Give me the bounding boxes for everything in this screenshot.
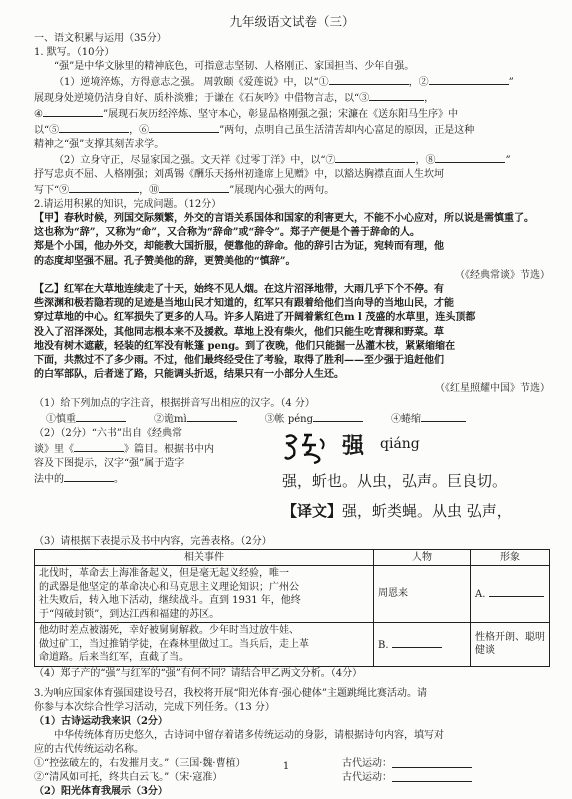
q1-part1-line4: 以“⑤ ，⑥ ”两句，点明自己虽生活清苦却内心富足的原因，正是这种 — [34, 122, 550, 138]
table-row — [35, 623, 550, 667]
q2-sub4: （4）郑子产的“强”与红军的“强”有何不同？请结合甲乙两文分析。（4分） — [34, 667, 363, 679]
q1-part1-line3: ④ ”展现石灰历经淬炼、坚守本心，彰显品格刚强之强；宋濂在《送东阳马生序》中 — [34, 106, 550, 122]
answer-blank-chapter[interactable] — [74, 441, 124, 452]
passage-jia-line: 郑是个小国，他办外交，却能教大国折服，便靠他的辞命。他的辞引古为证，宛转而有理，他 — [34, 241, 444, 253]
passage-jia-source: （《经典常谈》节选） — [455, 269, 550, 281]
question-3-heading-cont: 你参与本次综合性学习活动，完成下列任务。（13 分） — [34, 701, 275, 713]
answer-blank-char-4[interactable] — [421, 411, 466, 422]
answer-blank-A[interactable] — [489, 586, 544, 597]
q1-part1-line1: （1）逆境淬炼，方得意志之强。 周敦颐《爱莲说》中，以“① ，② ” — [34, 74, 550, 90]
q2-sub1-items — [34, 411, 550, 427]
passage-jia-line: 【甲】春秋时候，列国交际频繁，外交的言语关系国体和国家的利害更大，不能不小心应对，所以说是需慎重了。 — [34, 213, 534, 224]
q3-sub1-body: 应的古代传统运动名称。 — [34, 743, 144, 755]
table-cell-image: A. — [471, 566, 550, 623]
event-table — [34, 549, 550, 667]
question-3-heading: 3.为响应国家体育强国建设号召，我校将开展“阳光体育·强心健体”主题跳绳比赛活动。请 — [34, 687, 427, 699]
char-item: ②诡mì — [154, 411, 237, 427]
q3-sub1: （1）古诗运动我来识（2分） — [34, 715, 168, 727]
passage-yi-line: 些深渊和极若隐若现的足迹是当地山民才知道的，红军只有跟着给他们当向导的当地山民，才能 — [34, 298, 454, 310]
answer-blank-char-2[interactable] — [187, 411, 237, 422]
q1-part1-line2: 展现身处逆境仍洁身自好、质朴淡雅；于谦在《石灰吟》中借物言志，以“③ ， — [34, 90, 550, 106]
passage-jia-line: 的态度却坚强不屈。孔子赞美他的辞，更赞美他的“慎辞”。 — [34, 255, 296, 267]
char-item: ①慎重 — [46, 411, 126, 427]
passage-yi-line: 【乙】红军在大草地连续走了十天，始终不见人烟。在这片沼泽地带，大雨几乎下个不停。有 — [34, 284, 444, 296]
char-item: ④蜷缩 — [391, 411, 466, 427]
passage-yi-line: 穿过草地的中心。红军损失了更多的人马。许多人陷进了开阔着紫红色m l 茂盛的水草里，连头顶都 — [34, 312, 476, 324]
table-cell-event: 他幼时差点被溺死，幸好被舅舅解救。少年时当过放牛娃、 做过矿工，当过推销学徒，在森林里做过工。当兵后，走上革 命道路。后来当红军，直截了当。 — [35, 623, 374, 667]
liushu-block — [34, 427, 550, 535]
answer-blank-B[interactable] — [392, 637, 442, 648]
question-2-heading: 2.请运用积累的知识，完成问题。（12分） — [34, 199, 222, 210]
dictionary-pinyin: qiáng — [380, 435, 420, 452]
q1-part2-line2: 抒写忠贞不屈、人格刚强；刘禹锡《酬乐天扬州初逢席上见赠》中，以豁达胸襟直面人生坎坷 — [34, 169, 444, 180]
table-header: 相关事件 — [35, 549, 374, 566]
seal-script-character — [282, 431, 330, 465]
passage-yi-source: （《红星照耀中国》节选） — [435, 383, 550, 395]
answer-blank-10[interactable] — [159, 182, 229, 193]
char-item: ③帐 péng — [265, 411, 363, 427]
q2-sub1: （1）给下列加点的字注音，根据拼音写出相应的汉字。（4 分） — [34, 397, 315, 409]
dictionary-character: 强 — [342, 432, 365, 459]
q2-sub3: （3）请根据下表提示及书中内容，完善表格。（2分） — [34, 535, 272, 547]
question-1-heading: 1. 默写。（10分） — [34, 47, 115, 58]
q1-part2-line1: （2）立身守正，尽显家国之强。文天祥《过零丁洋》中，以“⑦ ，⑧ ” — [34, 152, 550, 168]
answer-blank-char-1[interactable] — [76, 411, 126, 422]
table-header: 形象 — [471, 549, 550, 566]
table-cell-person: B. — [374, 623, 471, 667]
table-cell-person: 周恩来 — [374, 566, 471, 623]
answer-blank-2[interactable] — [429, 74, 509, 85]
table-cell-image: 性格开朗、聪明健谈 — [471, 623, 550, 667]
answer-blank-char-3[interactable] — [313, 411, 363, 422]
q3-sub1-body: 中华传统体育历史悠久，古诗词中留存着诸多传统运动的身影，请根据诗句内容，填写对 — [54, 729, 444, 741]
q1-intro: “强”是中华文脉里的精神底色，可指意志坚韧、人格刚正、家国担当、少年自强。 — [54, 61, 415, 72]
translation: 【译文】强，蚚类蝇。从虫 弘声， — [282, 501, 512, 520]
table-header-row — [35, 549, 550, 566]
q1-part1-line5: 精神之“强”支撑其刻苦求学。 — [34, 139, 165, 150]
page-title: 九年级语文试卷（三） — [229, 14, 355, 29]
answer-blank-method[interactable] — [64, 471, 114, 482]
table-cell-event: 北伐时，革命去上海准备起义，但是毫无起义经验，唯一 的武器是他坚定的革命决心和马克思主义理论知识；广州公 社失败后，转入地下活动，继续战斗。直到 1931 年，他终 于“闯破封锁”，到达江西和福建的苏区。 — [35, 566, 374, 623]
poem-item: ②“清风如可托，终共白云飞。”（宋·寇准） 古代运动： — [34, 771, 550, 785]
passage-yi-line: 地没有树木遮蔽，轻装的红军没有帐篷 peng。到了夜晚，他们只能掘一丛灌木枝，紧紧缩缩在 — [34, 340, 456, 352]
passage-yi-line: 下面，共熬过不了多少雨。不过，他们最终经受住了考验，取得了胜利——至少强于追赶他们 — [34, 355, 444, 367]
poem-item: ①“控弦破左的，右发摧月支。”（三国·魏·曹植） 古代运动： — [34, 757, 550, 771]
section-heading: 一、语文积累与运用（35分） — [34, 33, 167, 44]
q2-sub2: （2）（2分）“六书”出自《经典常 谈》里《 》篇目。根据书中内 容及下图提示，汉字“强”属于造字 法中的 。 — [34, 427, 214, 485]
answer-blank-5[interactable] — [59, 122, 129, 133]
answer-blank-4[interactable] — [43, 106, 103, 117]
table-header: 人物 — [374, 549, 471, 566]
answer-blank-3[interactable] — [369, 90, 424, 101]
passage-yi-line: 的白军部队，后者迷了路，只能调头折返，结果只有一小部分人生还。 — [34, 369, 344, 381]
q3-sub2: （2）阳光体育我展示（3分） — [34, 785, 168, 797]
table-row — [35, 566, 550, 623]
passage-yi — [34, 283, 550, 397]
passage-yi-line: 没入了沼泽深处，其他同志根本来不及援救。草地上没有柴火，他们只能生吃青稞和野菜。草 — [34, 326, 444, 338]
q1-part2-line3: 写下“⑨ ，⑩ ”展现内心强大的两句。 — [34, 182, 550, 198]
answer-blank-1[interactable] — [329, 74, 409, 85]
answer-blank-7[interactable] — [335, 152, 415, 163]
passage-jia-line: 这也称为“辞”，又称为“命”，又合称为“辞命”或“辞令”。郑子产便是个善于辞命的人。 — [34, 227, 421, 239]
passage-jia — [34, 212, 550, 283]
page-number: 1 — [282, 761, 290, 772]
answer-blank-6[interactable] — [149, 122, 219, 133]
answer-blank-9[interactable] — [69, 182, 139, 193]
shuowen-definition: 强，蚚也。从虫，弘声。巨良切。 — [282, 471, 508, 490]
answer-blank-8[interactable] — [435, 152, 505, 163]
